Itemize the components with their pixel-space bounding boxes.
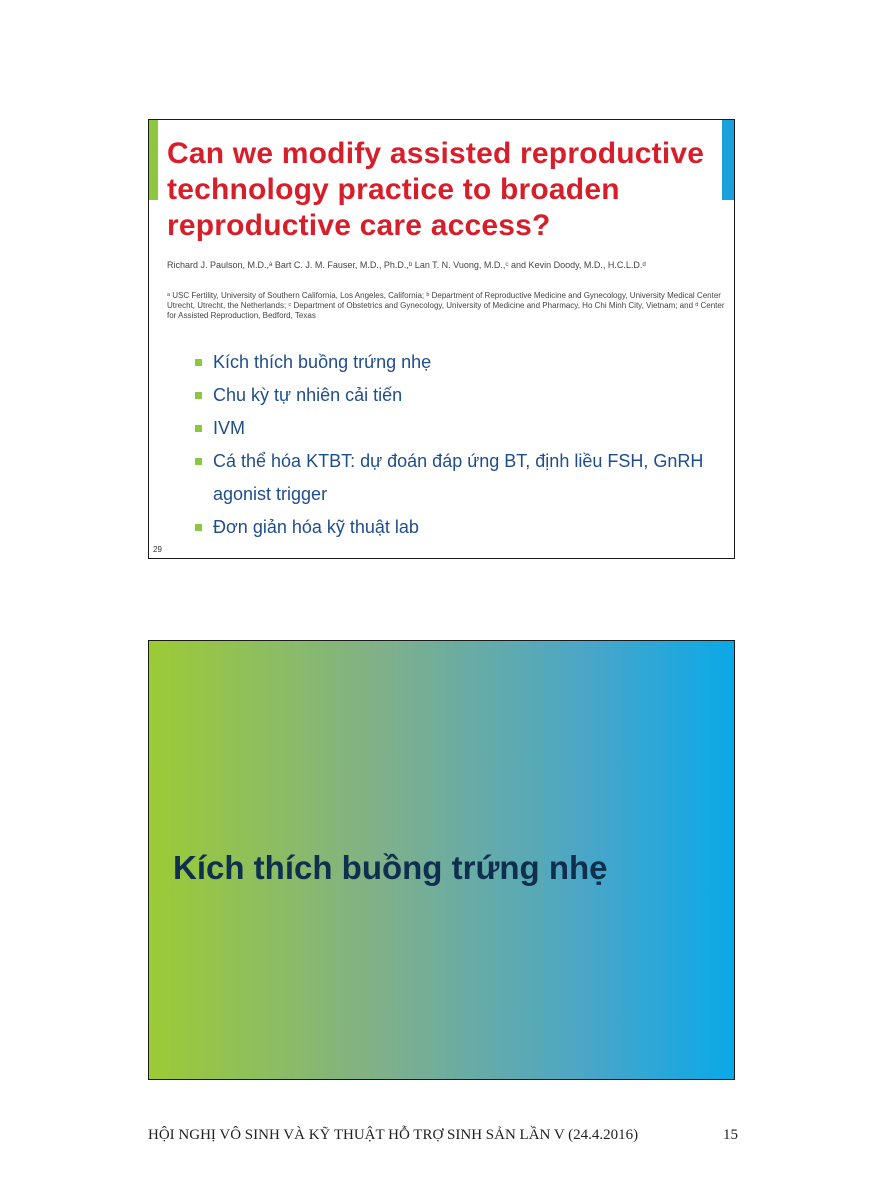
section-slide: [148, 640, 735, 1080]
paper-title: Can we modify assisted reproductive technology practice to broaden reproductive care access?: [167, 137, 705, 242]
square-bullet-icon: [195, 392, 202, 399]
slide-29: [148, 119, 735, 559]
page-number: 15: [723, 1127, 738, 1143]
bullet-text: Đơn giản hóa kỹ thuật lab: [213, 517, 419, 537]
page-footer: [148, 1127, 738, 1147]
bullet-item: [195, 445, 725, 511]
paper-affiliations: ᵃ USC Fertility, University of Southern California, Los Angeles, California; ᵇ Department of Reproductive Medicine and Gynecology, University Medical Center Utrecht, Utrecht, the Netherlands; ᶜ Department of Obstetrics and Gynecology, University of Medicine and Pharmacy, Ho Chi Minh City, Vietnam; and ᵈ Center for Assisted Reproduction, Bedford, Texas: [167, 291, 725, 320]
bullet-text: Chu kỳ tự nhiên cải tiến: [213, 385, 403, 405]
square-bullet-icon: [195, 359, 202, 366]
green-accent-bar: [149, 120, 158, 200]
bullet-item: [195, 511, 725, 544]
square-bullet-icon: [195, 458, 202, 465]
bullet-item: [195, 346, 725, 379]
bullet-item: [195, 412, 725, 445]
square-bullet-icon: [195, 425, 202, 432]
section-title: Kích thích buồng trứng nhẹ: [173, 849, 608, 886]
square-bullet-icon: [195, 524, 202, 531]
paper-authors: Richard J. Paulson, M.D.,ᵃ Bart C. J. M. Fauser, M.D., Ph.D.,ᵇ Lan T. N. Vuong, M.D.,ᶜ and Kevin Doody, M.D., H.C.L.D.ᵈ: [167, 260, 646, 270]
bullet-text: Cá thể hóa KTBT: dự đoán đáp ứng BT, định liều FSH, GnRH agonist trigger: [213, 451, 704, 504]
bullet-text: Kích thích buồng trứng nhẹ: [213, 352, 432, 372]
slide-number: 29: [153, 545, 162, 554]
bullet-text: IVM: [213, 418, 246, 438]
bullet-item: [195, 379, 725, 412]
bullet-list: [195, 346, 725, 544]
conference-name: HỘI NGHỊ VÔ SINH VÀ KỸ THUẬT HỖ TRỢ SINH SẢN LẦN V (24.4.2016): [148, 1127, 639, 1143]
